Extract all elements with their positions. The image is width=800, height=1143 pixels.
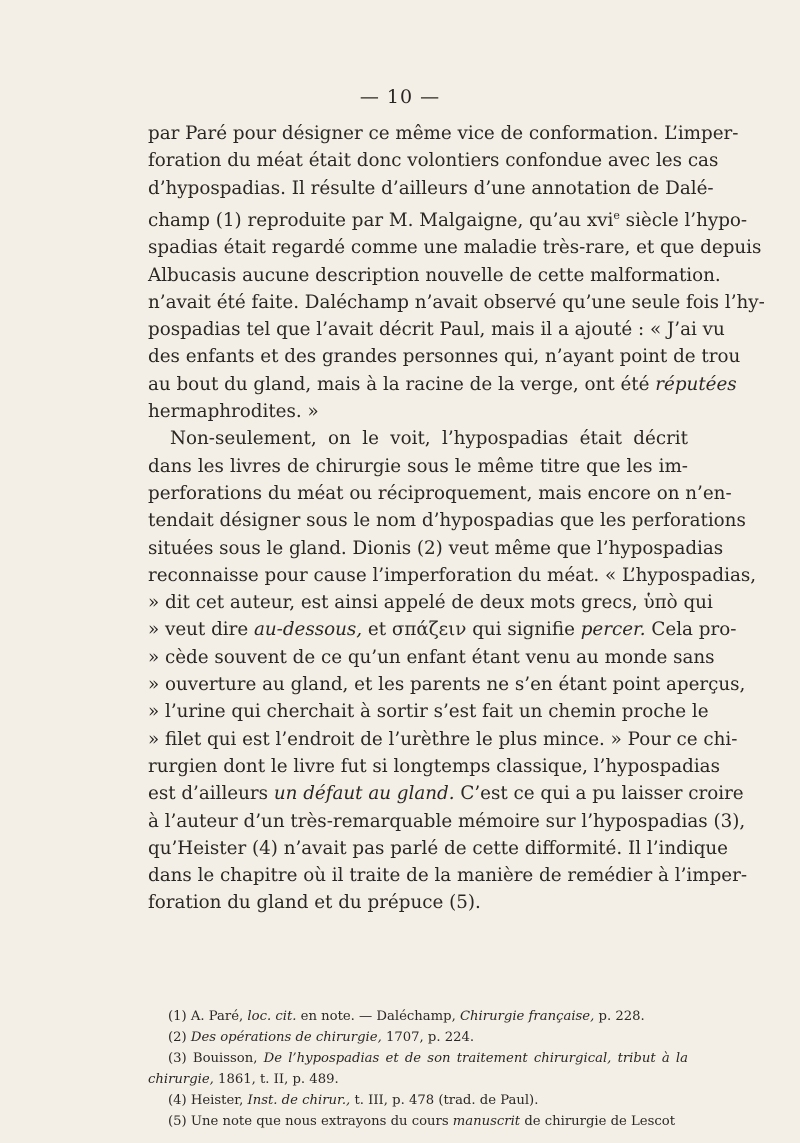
text-run: n’avait été faite. Daléchamp n’avait observé qu’une seule fois l’hy- <box>148 291 765 313</box>
text-line <box>148 889 688 916</box>
text-run: champ (1) reproduite par M. Malgaigne, qu’au xvi <box>148 209 614 231</box>
text-run: tendait désigner sous le nom d’hypospadias que les perforations <box>148 510 746 532</box>
text-line <box>148 644 715 671</box>
text-run: en note. — Daléchamp, <box>296 1009 460 1024</box>
text-line <box>148 507 746 534</box>
text-run: pospadias tel que l’avait décrit Paul, mais il a ajouté : « J’ai vu <box>148 319 725 341</box>
text-line <box>148 120 739 147</box>
footnote-line <box>148 1006 688 1027</box>
text-line <box>148 562 757 589</box>
text-run: de chirurgie de Lescot <box>520 1114 676 1129</box>
text-run: Des opérations de chirurgie, <box>190 1030 382 1045</box>
text-run: De l’hypospadias et de son traitement chirurgical, tribut à la <box>263 1051 688 1066</box>
text-run: (1) A. Paré, <box>168 1009 248 1024</box>
text-line <box>148 425 688 452</box>
text-run: manuscrit <box>452 1114 521 1129</box>
footnote <box>148 1090 688 1111</box>
text-line <box>148 234 762 261</box>
text-run: rurgien dont le livre fut si longtemps classique, l’hypospadias <box>148 755 720 777</box>
text-run: hermaphrodites. » <box>148 401 319 423</box>
footnote-line <box>148 1027 688 1048</box>
text-run: percer. <box>580 619 646 641</box>
text-line <box>148 147 719 174</box>
text-line <box>148 262 721 289</box>
text-line <box>148 480 732 507</box>
text-run: un défaut au gland. <box>273 783 455 805</box>
text-run: foration du méat était donc volontiers confondue avec les cas <box>148 150 719 172</box>
text-run: dans les livres de chirurgie sous le même titre que les im- <box>148 455 688 477</box>
text-run: foration du gland et du prépuce (5). <box>148 892 481 914</box>
footnote <box>148 1111 688 1132</box>
text-run: 1861, t. II, p. 489. <box>213 1072 339 1087</box>
text-run: spadias était regardé comme une maladie très-rare, et que depuis <box>148 237 762 259</box>
text-run: » filet qui est l’endroit de l’urèthre le plus mince. » Pour ce chi- <box>148 728 738 750</box>
text-line <box>148 780 744 807</box>
text-run: par Paré pour désigner ce même vice de conformation. L’imper- <box>148 123 739 144</box>
text-run: (5) Une note que nous extrayons du cours <box>168 1114 453 1129</box>
text-run: perforations du méat ou réciproquement, mais encore on n’en- <box>148 482 732 504</box>
text-run: réputées <box>655 373 737 395</box>
text-run: » ouverture au gland, et les parents ne s’en étant point aperçus, <box>148 674 746 696</box>
text-run: d’hypospadias. Il résulte d’ailleurs d’une annotation de Dalé- <box>148 177 714 199</box>
text-run: Chirurgie française, <box>459 1009 595 1024</box>
text-run: Inst. de chirur., <box>247 1093 351 1108</box>
text-run: qu’Heister (4) n’avait pas parlé de cette difformité. Il l’indique <box>148 837 728 859</box>
text-line <box>148 808 746 835</box>
text-line <box>148 753 720 780</box>
text-run: à l’auteur d’un très-remarquable mémoire sur l’hypospadias (3), <box>148 810 746 832</box>
text-line <box>148 726 738 753</box>
text-run: dans le chapitre où il traite de la manière de remédier à l’imper- <box>148 865 748 887</box>
footnote-line <box>148 1048 688 1069</box>
footnotes <box>148 1006 688 1132</box>
text-run: au-dessous, <box>254 619 363 641</box>
text-line <box>148 398 688 425</box>
text-run: e <box>613 208 620 222</box>
text-line <box>148 316 725 343</box>
footnote-line <box>148 1111 688 1132</box>
text-line <box>148 698 709 725</box>
text-run: est d’ailleurs <box>148 783 274 805</box>
text-run: » l’urine qui cherchait à sortir s’est fait un chemin proche le <box>148 701 709 723</box>
text-run: chirurgie, <box>148 1072 214 1087</box>
footnote <box>148 1006 688 1027</box>
text-line <box>148 371 737 398</box>
text-run: situées sous le gland. Dionis (2) veut même que l’hypospadias <box>148 537 724 559</box>
text-line <box>148 453 688 480</box>
text-line <box>148 175 714 202</box>
text-run: des enfants et des grandes personnes qui, n’ayant point de trou <box>148 346 741 368</box>
text-line <box>148 589 713 616</box>
text-run: au bout du gland, mais à la racine de la verge, ont été <box>148 373 656 395</box>
text-line <box>148 535 724 562</box>
text-run: siècle l’hypo- <box>619 209 748 231</box>
text-line <box>148 835 728 862</box>
text-run: » veut dire <box>148 619 254 641</box>
text-run: loc. cit. <box>247 1009 297 1024</box>
text-run: C’est ce qui a pu laisser croire <box>454 783 744 805</box>
text-line <box>148 202 748 234</box>
text-run: Non-seulement, on le voit, l’hypospadias était décrit <box>170 428 688 450</box>
text-run: (2) <box>168 1030 191 1045</box>
text-run: (3) Bouisson, <box>168 1051 264 1066</box>
text-run: Cela pro- <box>645 619 737 641</box>
text-line <box>148 671 746 698</box>
footnote-line <box>148 1090 688 1111</box>
text-run: et σπάζειν qui signifie <box>362 619 581 641</box>
text-run: t. III, p. 478 (trad. de Paul). <box>350 1093 539 1108</box>
paragraph <box>148 425 757 916</box>
text-run: reconnaisse pour cause l’imperforation du méat. « L’hypospadias, <box>148 564 757 586</box>
text-line <box>148 343 741 370</box>
footnote <box>148 1048 688 1090</box>
paragraph <box>148 120 765 425</box>
text-run: 1707, p. 224. <box>381 1030 475 1045</box>
footnote <box>148 1027 688 1048</box>
text-run: » cède souvent de ce qu’un enfant étant venu au monde sans <box>148 646 715 668</box>
page-number: — 10 — <box>359 86 441 108</box>
text-run: Albucasis aucune description nouvelle de cette malformation. <box>148 264 721 286</box>
text-run: (4) Heister, <box>168 1093 248 1108</box>
text-line <box>148 289 765 316</box>
text-line <box>148 862 748 889</box>
footnote-line <box>148 1069 688 1090</box>
text-run: p. 228. <box>594 1009 645 1024</box>
text-line <box>148 616 737 643</box>
text-run: » dit cet auteur, est ainsi appelé de deux mots grecs, ὑπὸ qui <box>148 592 713 614</box>
body-text <box>148 120 765 917</box>
